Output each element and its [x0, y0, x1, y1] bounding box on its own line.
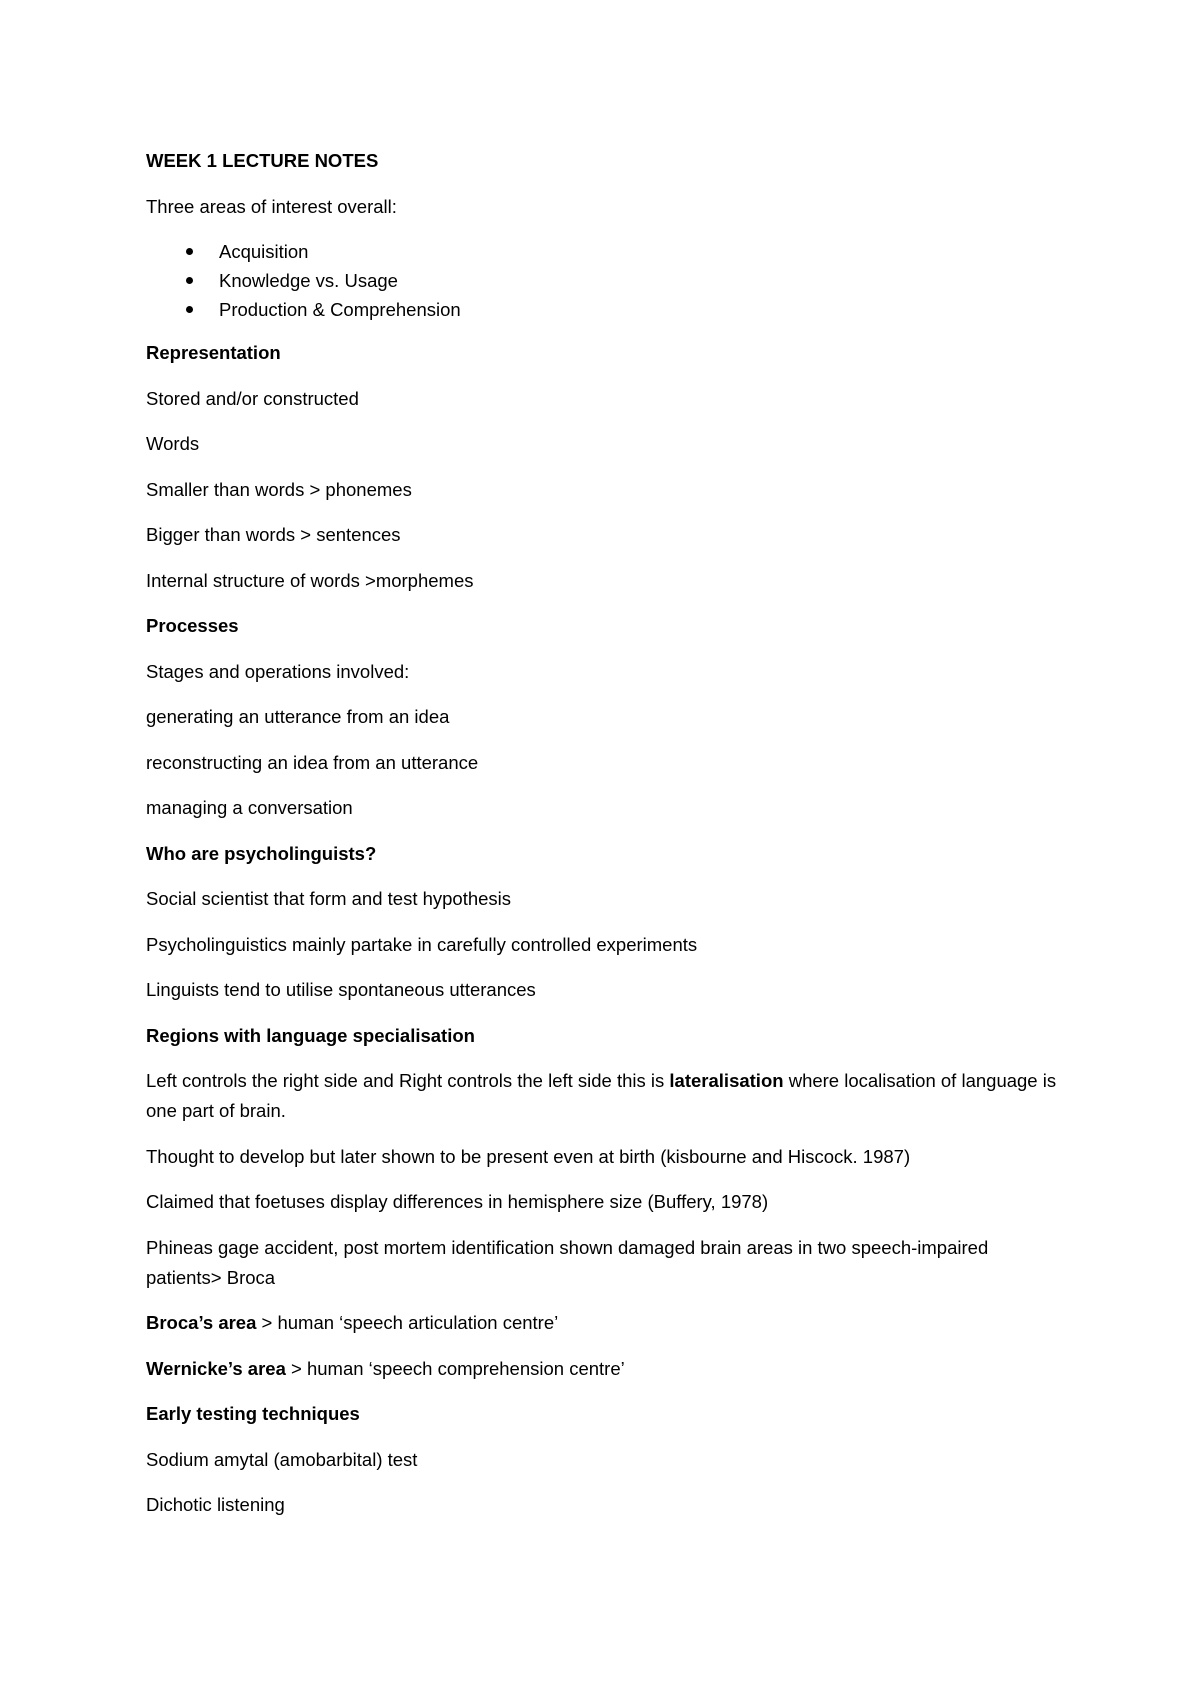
list-item: Acquisition	[146, 237, 1066, 266]
lateralisation-term: lateralisation	[669, 1070, 784, 1091]
paragraph: generating an utterance from an idea	[146, 706, 450, 727]
paragraph: Thought to develop but later shown to be present even at birth (kisbourne and Hiscock. 1987)	[146, 1145, 911, 1167]
paragraph: Smaller than words > phonemes	[146, 478, 412, 500]
broca-paragraph: Broca’s area > human ‘speech articulation centre’	[146, 1312, 559, 1333]
paragraph: managing a conversation	[146, 797, 353, 818]
paragraph: Stages and operations involved:	[146, 660, 410, 682]
paragraph: Psycholinguistics mainly partake in carefully controlled experiments	[146, 933, 698, 955]
intro-text: Three areas of interest overall:	[146, 195, 397, 217]
section-heading-representation: Representation	[146, 342, 281, 363]
list-item: Production & Comprehension	[146, 295, 1066, 324]
paragraph: reconstructing an idea from an utterance	[146, 751, 479, 773]
paragraph: Claimed that foetuses display differences in hemisphere size (Buffery, 1978)	[146, 1191, 769, 1212]
paragraph: Dichotic listening	[146, 1494, 285, 1515]
document-page	[146, 146, 1066, 1536]
bullet-icon	[186, 277, 193, 284]
interest-list	[146, 237, 1066, 324]
broca-term: Broca’s area	[146, 1312, 257, 1333]
wernicke-paragraph: Wernicke’s area > human ‘speech comprehension centre’	[146, 1357, 625, 1379]
document-title: WEEK 1 LECTURE NOTES	[146, 150, 379, 171]
section-heading-psycholinguists: Who are psycholinguists?	[146, 842, 377, 864]
paragraph: Stored and/or constructed	[146, 387, 359, 409]
bullet-icon	[186, 306, 193, 313]
paragraph: Internal structure of words >morphemes	[146, 569, 474, 591]
paragraph: Social scientist that form and test hypothesis	[146, 888, 512, 909]
paragraph: Sodium amytal (amobarbital) test	[146, 1448, 418, 1470]
section-heading-processes: Processes	[146, 615, 239, 636]
paragraph: Bigger than words > sentences	[146, 524, 401, 545]
paragraph: Words	[146, 433, 200, 454]
wernicke-term: Wernicke’s area	[146, 1357, 286, 1379]
bullet-icon	[186, 248, 193, 255]
section-heading-regions: Regions with language specialisation	[146, 1024, 475, 1046]
list-item: Knowledge vs. Usage	[146, 266, 1066, 295]
lateralisation-paragraph: Left controls the right side and Right controls the left side this is lateralisation where localisation of language is one part of brain.	[146, 1070, 1057, 1121]
paragraph: Linguists tend to utilise spontaneous utterances	[146, 979, 536, 1000]
paragraph: Phineas gage accident, post mortem identification shown damaged brain areas in two speech-impaired patients> Broca	[146, 1236, 989, 1288]
section-heading-testing: Early testing techniques	[146, 1403, 360, 1424]
